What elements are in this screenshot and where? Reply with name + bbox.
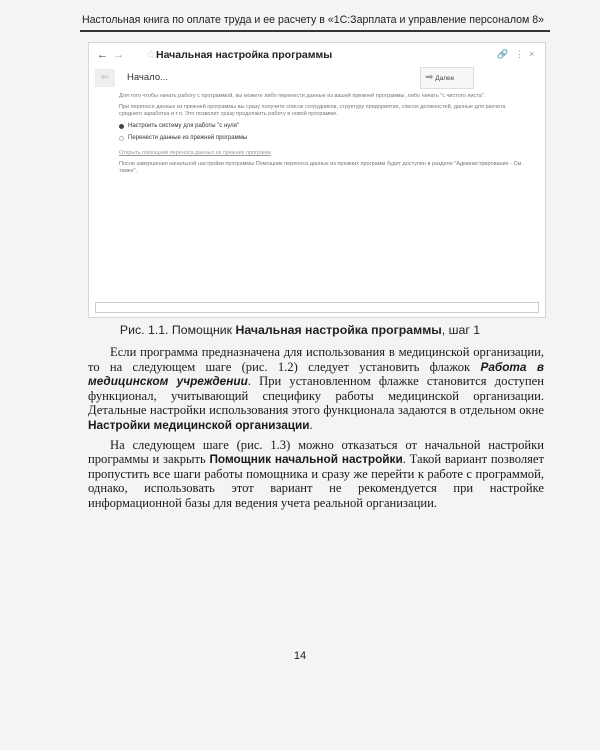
- transfer-assistant-link[interactable]: Открыть помощник переноса данных из прежних программ: [119, 150, 271, 156]
- term-medical-settings: Настройки медицинской организации: [88, 417, 310, 432]
- forward-arrow-icon[interactable]: →: [113, 49, 124, 61]
- transfer-text: При переносе данных из прежней программы вы сразу получите список сотрудников, структуру предприятия, список должностей, данные для расчета среднего заработка и т.п. Это позволит сразу продолжить работу в новой программе.: [119, 104, 506, 117]
- link-icon[interactable]: 🔗: [497, 49, 509, 59]
- caption-bold: Начальная настройка программы: [235, 323, 442, 337]
- term-medical-flag: Работа в медицинском учреждении: [88, 359, 544, 389]
- term-assistant: Помощник начальной настройки: [209, 452, 403, 467]
- page-number: 14: [293, 650, 307, 662]
- figure-caption: [0, 323, 600, 337]
- next-button[interactable]: [420, 67, 474, 89]
- text: . Такой вариант позволяет пропустить все шаги работы помощника и сразу же перейти к работе с программой, однако, использовать этот вариант не рекомендуется при настройке информационной базы для ведения учета реальной организации.: [88, 452, 544, 510]
- radio-label: Перенести данные из прежней программы: [128, 135, 248, 141]
- radio-transfer-data[interactable]: [119, 134, 529, 142]
- step-back-button[interactable]: ⇐: [95, 69, 115, 87]
- intro-text: Для того чтобы начать работу с программой, вы можете либо перенести данные из вашей прежней программы, либо начать "с чистого листа".: [119, 93, 486, 99]
- window-title: Начальная настройка программы: [156, 49, 333, 61]
- status-field: [95, 302, 539, 313]
- body-text: [88, 345, 544, 511]
- text: Если программа предназначена для использования в медицинской организации, то на следующем шаге (рис. 1.2) следует установить флажок: [88, 345, 544, 374]
- more-icon[interactable]: ⋮: [515, 49, 524, 59]
- window-titlebar: [89, 43, 545, 67]
- after-text: После завершения начальной настройки программы Помощник переноса данных из прежних программ будет доступен в разделе "Администрирование - См. также".: [119, 161, 523, 174]
- radio-dot: [119, 124, 124, 129]
- caption-prefix: Рис. 1.1. Помощник: [119, 323, 236, 337]
- text: .: [309, 417, 313, 432]
- next-label: Далее: [435, 75, 455, 82]
- text: На следующем шаге (рис. 1.3) можно отказаться от начальной настройки программы и закрыть: [88, 437, 544, 467]
- header-rule: [80, 30, 550, 32]
- back-arrow-icon[interactable]: ←: [97, 49, 108, 61]
- radio-dot: [119, 136, 124, 141]
- next-arrow-icon: ➡: [425, 72, 434, 83]
- star-icon[interactable]: ☆: [146, 49, 156, 61]
- step-title: Начало...: [127, 72, 169, 83]
- figure-screenshot: [88, 42, 546, 318]
- radio-label: Настроить систему для работы "с нуля": [128, 123, 240, 129]
- paragraph-skip: [88, 438, 544, 511]
- close-icon[interactable]: ×: [529, 49, 535, 59]
- text: . При установленном флажке становится доступен функционал, учитывающий специфику работы медицинской организации. Детальные настройки использования этого функционала задаются в отдельном окне: [88, 374, 544, 418]
- running-header: Настольная книга по оплате труда и ее расчету в «1С:Зарплата и управление персоналом 8»: [82, 14, 545, 26]
- caption-suffix: , шаг 1: [441, 323, 481, 337]
- wizard-content: [119, 93, 529, 175]
- radio-from-scratch[interactable]: [119, 122, 529, 130]
- paragraph-medical: [88, 345, 544, 433]
